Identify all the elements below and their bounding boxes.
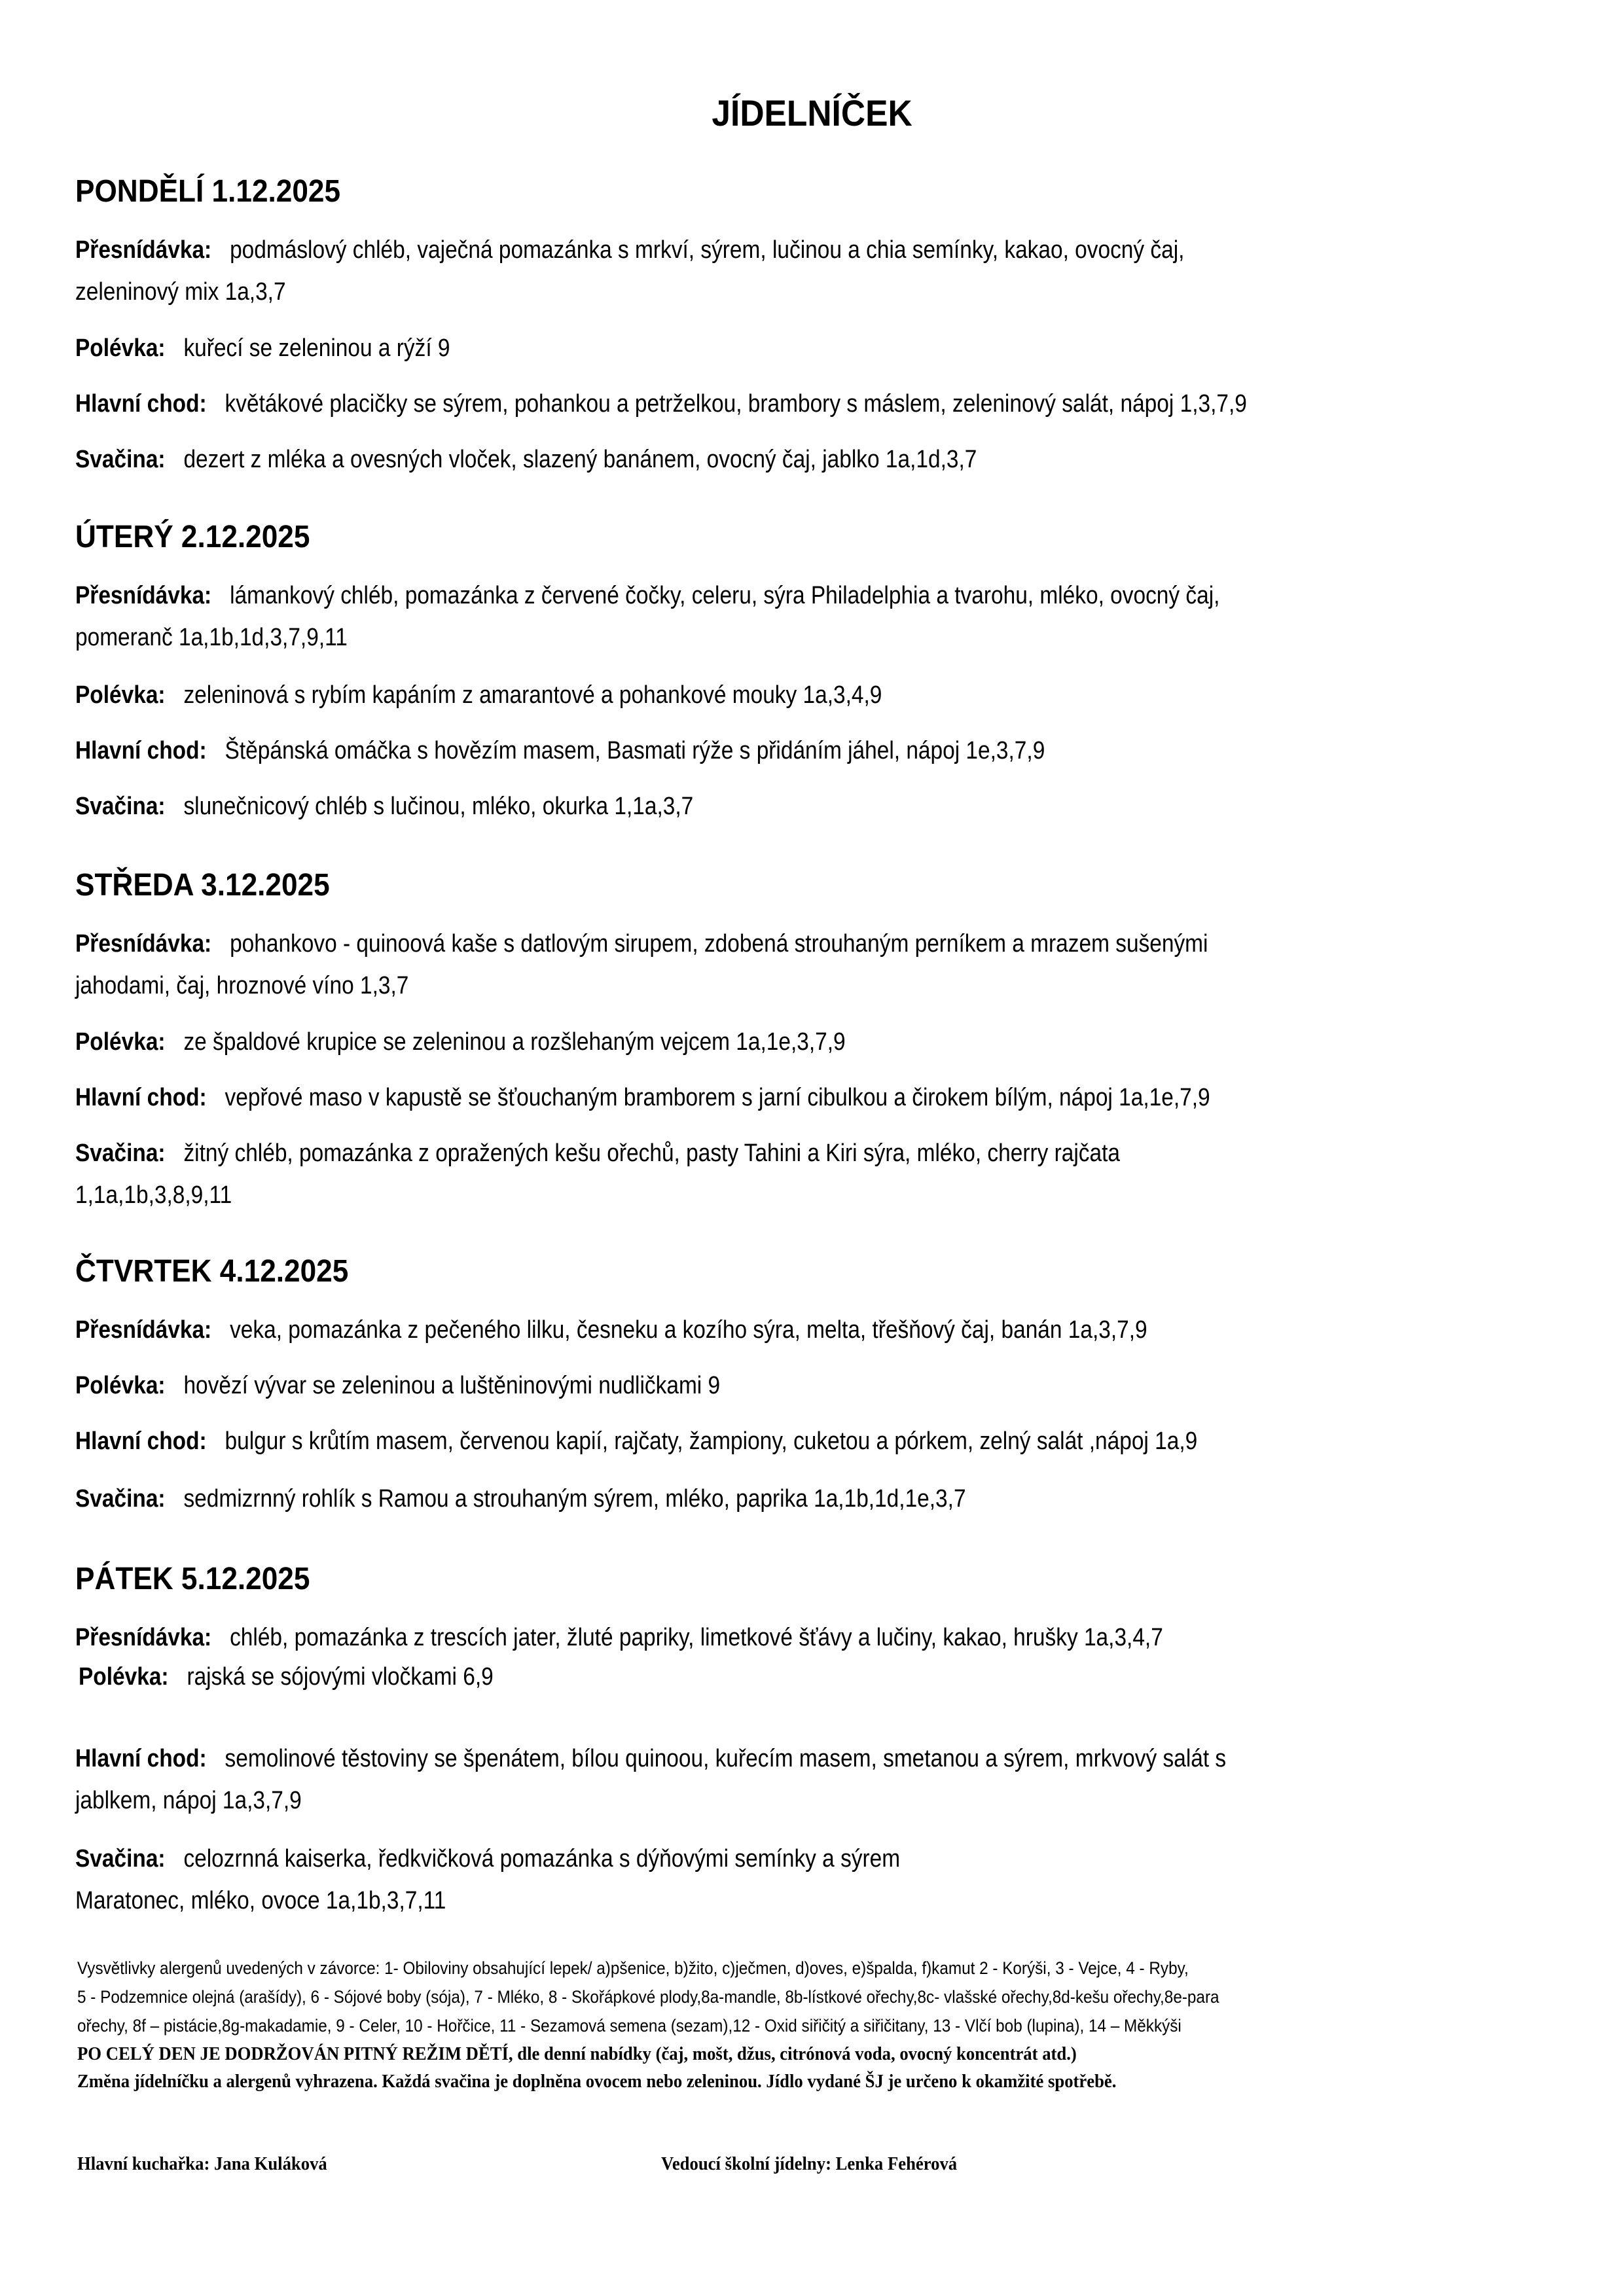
- meal-label: Svačina:: [75, 1485, 166, 1513]
- meal-snack-morning: [75, 1309, 1400, 1351]
- meal-label: Přesnídávka:: [75, 582, 212, 609]
- meal-text-continued: zeleninový mix 1a,3,7: [75, 278, 286, 306]
- meal-text: hovězí vývar se zeleninou a luštěninovými nudličkami 9: [183, 1372, 721, 1399]
- meal-text-continued: jahodami, čaj, hroznové víno 1,3,7: [75, 972, 409, 999]
- meal-text: květákové placičky se sýrem, pohankou a petrželkou, brambory s máslem, zeleninový salát, nápoj 1,3,7,9: [225, 390, 1247, 418]
- meal-soup: [75, 1365, 1400, 1407]
- meal-text: lámankový chléb, pomazánka z červené čočky, celeru, sýra Philadelphia a tvarohu, mléko, ovocný čaj,: [230, 582, 1220, 609]
- meal-label: Přesnídávka:: [75, 1316, 212, 1344]
- drinking-regime-emphasis: PO CELÝ DEN JE DODRŽOVÁN PITNÝ REŽIM DĚTÍ,: [77, 2043, 513, 2064]
- meal-label: Přesnídávka:: [75, 930, 212, 958]
- meal-label: Polévka:: [75, 1028, 166, 1056]
- allergen-legend: [77, 1954, 1432, 2040]
- meal-text: slunečnicový chléb s lučinou, mléko, okurka 1,1a,3,7: [183, 793, 694, 820]
- meal-main-course: [75, 1420, 1400, 1462]
- meal-label: Přesnídávka:: [75, 236, 212, 264]
- day-heading: ÚTERÝ 2.12.2025: [75, 520, 310, 554]
- meal-snack-afternoon: [75, 439, 1400, 480]
- meal-text: podmáslový chléb, vaječná pomazánka s mrkví, sýrem, lučinou a chia semínky, kakao, ovocný čaj,: [230, 236, 1185, 264]
- meal-label: Hlavní chod:: [75, 1745, 207, 1772]
- meal-label: Hlavní chod:: [75, 1084, 207, 1111]
- day-heading: PÁTEK 5.12.2025: [75, 1562, 310, 1596]
- allergen-legend-line: 5 - Podzemnice olejná (arašídy), 6 - Sójové boby (sója), 7 - Mléko, 8 - Skořápkové plody,8a-mandle, 8b-lístkové ořechy,8c- vlašské ořechy,8d-kešu ořechy,8e-para: [77, 1987, 1219, 2007]
- meal-text: pohankovo - quinoová kaše s datlovým sirupem, zdobená strouhaným perníkem a mrazem sušenými: [230, 930, 1208, 958]
- change-notice: Změna jídelníčku a alergenů vyhrazena. Každá svačina je doplněna ovocem nebo zeleninou. Jídlo vydané ŠJ je určeno k okamžité spotřebě.: [77, 2071, 1117, 2092]
- meal-text: bulgur s krůtím masem, červenou kapií, rajčaty, žampiony, cuketou a pórkem, zelný salát ,nápoj 1a,9: [225, 1427, 1198, 1455]
- meal-text: Štěpánská omáčka s hovězím masem, Basmati rýže s přidáním jáhel, nápoj 1e,3,7,9: [225, 737, 1045, 764]
- meal-snack-afternoon: [75, 1132, 1400, 1216]
- meal-main-course: [75, 1077, 1400, 1119]
- meal-text: kuřecí se zeleninou a rýží 9: [183, 334, 450, 362]
- meal-label: Polévka:: [75, 681, 166, 709]
- day-heading: ČTVRTEK 4.12.2025: [75, 1254, 349, 1289]
- day-heading: PONDĚLÍ 1.12.2025: [75, 174, 341, 209]
- meal-soup: [75, 674, 1400, 716]
- meal-text-continued: pomeranč 1a,1b,1d,3,7,9,11: [75, 624, 348, 651]
- meal-snack-morning: [75, 229, 1400, 313]
- meal-snack-afternoon: [75, 1838, 1400, 1922]
- meal-text: celozrnná kaiserka, ředkvičková pomazánka s dýňovými semínky a sýrem: [183, 1845, 901, 1873]
- drinking-regime-details: dle denní nabídky (čaj, mošt, džus, citrónová voda, ovocný koncentrát atd.): [513, 2043, 1077, 2064]
- meal-label: Hlavní chod:: [75, 1427, 207, 1455]
- meal-text: rajská se sójovými vločkami 6,9: [187, 1663, 494, 1691]
- meal-label: Svačina:: [75, 793, 166, 820]
- meal-label: Polévka:: [79, 1663, 169, 1691]
- meal-text: sedmizrnný rohlík s Ramou a strouhaným sýrem, mléko, paprika 1a,1b,1d,1e,3,7: [183, 1485, 966, 1513]
- meal-label: Hlavní chod:: [75, 390, 207, 418]
- allergen-legend-line: ořechy, 8f – pistácie,8g-makadamie, 9 - Celer, 10 - Hořčice, 11 - Sezamová semena (sezam),12 - Oxid siřičitý a siřičitany, 13 - Vlčí bob (lupina), 14 – Měkkýši: [77, 2016, 1182, 2036]
- document-title: JÍDELNÍČEK: [712, 92, 912, 134]
- meal-snack-morning: [75, 923, 1400, 1007]
- allergen-legend-line: Vysvětlivky alergenů uvedených v závorce: 1- Obiloviny obsahující lepek/ a)pšenice, b)žito, c)ječmen, d)oves, e)špalda, f)kamut 2 - Korýši, 3 - Vejce, 4 - Ryby,: [77, 1958, 1189, 1978]
- meal-text: žitný chléb, pomazánka z opražených kešu ořechů, pasty Tahini a Kiri sýra, mléko, cherry rajčata: [183, 1139, 1120, 1167]
- meal-label: Přesnídávka:: [75, 1624, 212, 1651]
- meal-text: dezert z mléka a ovesných vloček, slazený banánem, ovocný čaj, jablko 1a,1d,3,7: [183, 446, 977, 473]
- meal-label: Polévka:: [75, 334, 166, 362]
- canteen-manager-signature: Vedoucí školní jídelny: Lenka Fehérová: [661, 2153, 958, 2174]
- head-cook-signature: Hlavní kuchařka: Jana Kuláková: [77, 2153, 327, 2174]
- meal-soup: [79, 1656, 1403, 1698]
- meal-label: Svačina:: [75, 446, 166, 473]
- meal-main-course: [75, 383, 1400, 425]
- meal-label: Svačina:: [75, 1139, 166, 1167]
- meal-text-continued: Maratonec, mléko, ovoce 1a,1b,3,7,11: [75, 1887, 446, 1914]
- meal-text: semolinové těstoviny se špenátem, bílou quinoou, kuřecím masem, smetanou a sýrem, mrkvový salát s: [225, 1745, 1227, 1772]
- day-heading: STŘEDA 3.12.2025: [75, 868, 330, 903]
- meal-soup: [75, 1021, 1400, 1063]
- meal-text: vepřové maso v kapustě se šťouchaným bramborem s jarní cibulkou a čirokem bílým, nápoj 1a,1e,7,9: [225, 1084, 1210, 1111]
- drinking-regime-notice: [77, 2039, 1077, 2068]
- meal-snack-morning: [75, 1617, 1400, 1659]
- meal-snack-afternoon: [75, 1478, 1400, 1520]
- meal-text: ze špaldové krupice se zeleninou a rozšlehaným vejcem 1a,1e,3,7,9: [183, 1028, 846, 1056]
- meal-text: veka, pomazánka z pečeného lilku, česneku a kozího sýra, melta, třešňový čaj, banán 1a,3,7,9: [230, 1316, 1147, 1344]
- meal-text: zeleninová s rybím kapáním z amarantové a pohankové mouky 1a,3,4,9: [183, 681, 882, 709]
- meal-text-continued: 1,1a,1b,3,8,9,11: [75, 1181, 232, 1209]
- meal-label: Hlavní chod:: [75, 737, 207, 764]
- meal-soup: [75, 327, 1400, 369]
- meal-text: chléb, pomazánka z trescích jater, žluté papriky, limetkové šťávy a lučiny, kakao, hrušky 1a,3,4,7: [230, 1624, 1163, 1651]
- meal-label: Polévka:: [75, 1372, 166, 1399]
- meal-snack-afternoon: [75, 785, 1400, 827]
- meal-main-course: [75, 1738, 1400, 1821]
- meal-text-continued: jablkem, nápoj 1a,3,7,9: [75, 1787, 302, 1814]
- meal-snack-morning: [75, 575, 1400, 658]
- meal-label: Svačina:: [75, 1845, 166, 1873]
- meal-main-course: [75, 730, 1400, 772]
